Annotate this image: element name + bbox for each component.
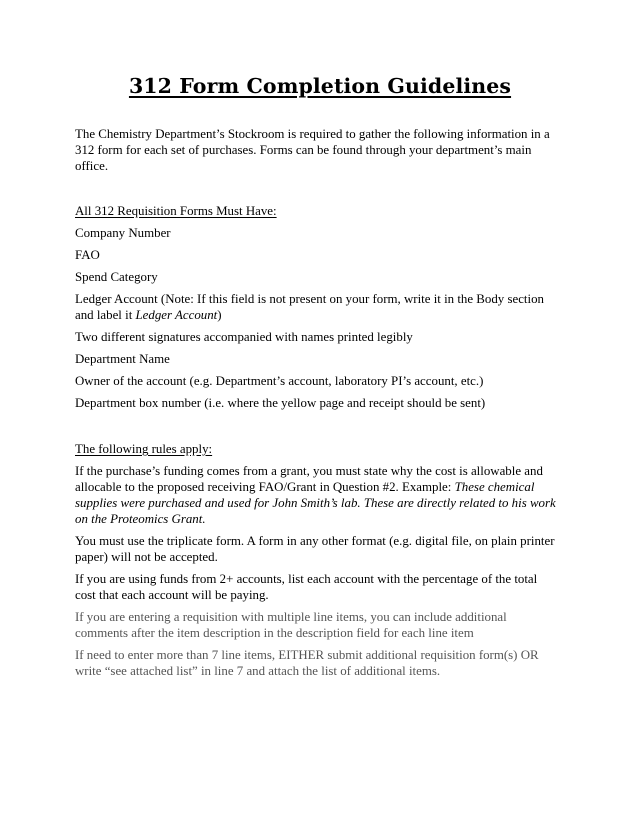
- ledger-note-text: Ledger Account (Note: If this field is not present on your form, write it in the Body section and label it: [75, 292, 544, 322]
- rule-triplicate-form: You must use the triplicate form. A form in any other format (e.g. digital file, on plain printer paper) will not be accepted.: [75, 534, 555, 564]
- requirement-item: Department box number (i.e. where the yellow page and receipt should be sent): [75, 396, 486, 410]
- requirement-item: FAO: [75, 248, 100, 262]
- grant-example-text: These chemical supplies were purchased and used for John Smith’s lab. These are directly related to his work on the Proteomics Grant.: [75, 480, 556, 526]
- requirement-item: Spend Category: [75, 270, 158, 284]
- rule-more-than-seven-items: If need to enter more than 7 line items, EITHER submit additional requisition form(s) OR write “see attached list” in line 7 and attach the list of additional items.: [75, 648, 539, 678]
- requirement-item: Two different signatures accompanied with names printed legibly: [75, 330, 413, 344]
- rules-heading: The following rules apply:: [75, 442, 213, 456]
- page-title: 312 Form Completion Guidelines: [128, 74, 512, 98]
- rule-multiple-accounts: If you are using funds from 2+ accounts, list each account with the percentage of the total cost that each account will be paying.: [75, 572, 538, 602]
- requirement-item: Owner of the account (e.g. Department’s account, laboratory PI’s account, etc.): [75, 374, 484, 388]
- grant-rule-text: If the purchase’s funding comes from a grant, you must state why the cost is allowable and allocable to the proposed receiving FAO/Grant in Question #2. Example:: [75, 464, 543, 494]
- ledger-account-emphasis: Ledger Account: [135, 308, 218, 322]
- ledger-note-close: ): [217, 308, 222, 322]
- rule-grant-funding: [75, 463, 560, 527]
- requirement-item-ledger: [75, 291, 560, 323]
- requirement-item: Company Number: [75, 226, 171, 240]
- requirements-heading: All 312 Requisition Forms Must Have:: [75, 204, 277, 218]
- intro-paragraph: The Chemistry Department’s Stockroom is required to gather the following information in a 312 form for each set of purchases. Forms can be found through your department’s main office.: [75, 127, 550, 173]
- rule-multiple-line-items: If you are entering a requisition with multiple line items, you can include additional comments after the item description in the description field for each line item: [75, 610, 507, 640]
- requirement-item: Department Name: [75, 352, 170, 366]
- document-body: [75, 126, 560, 685]
